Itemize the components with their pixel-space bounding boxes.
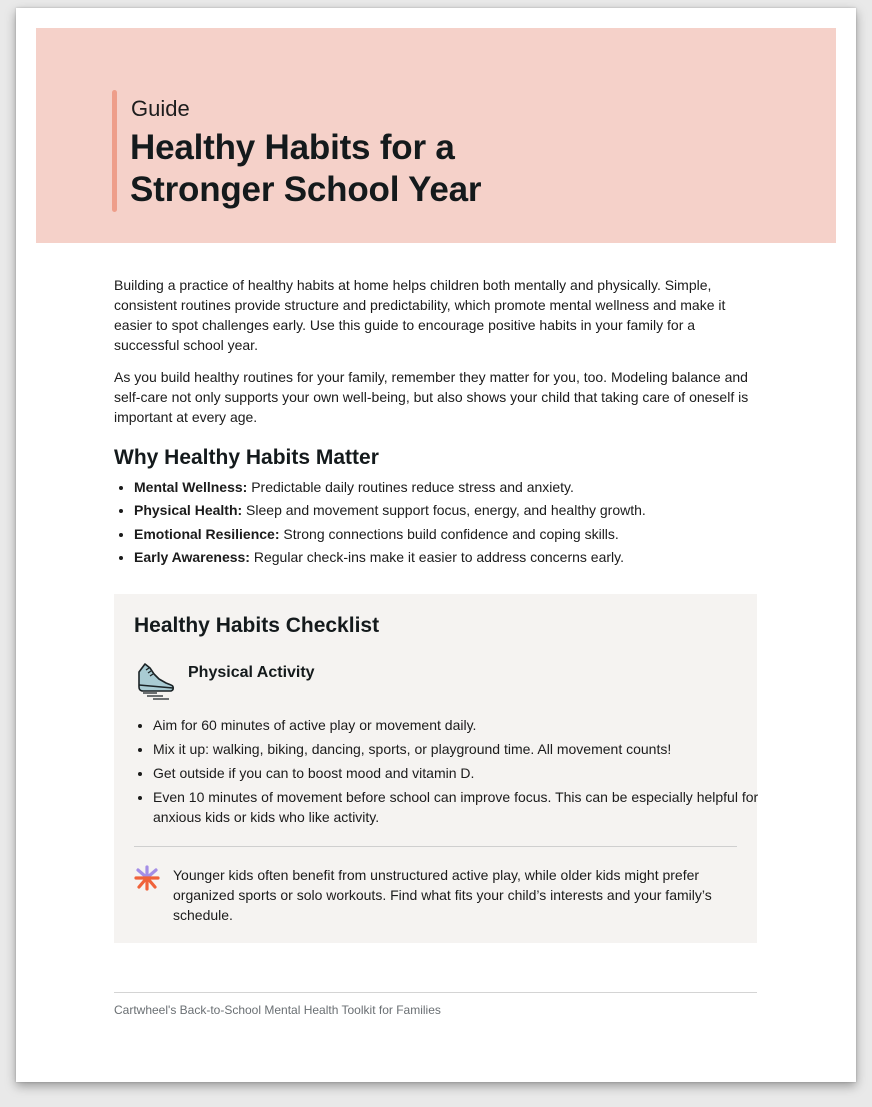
sneaker-icon bbox=[133, 656, 177, 700]
why-heading: Why Healthy Habits Matter bbox=[114, 446, 379, 469]
header-banner bbox=[36, 28, 836, 243]
checklist-heading: Healthy Habits Checklist bbox=[134, 614, 380, 637]
intro-paragraph-2: As you build healthy routines for your family, remember they matter for you, too. Modeling balance and self-care not only supports your own well-being, but also shows your child that taking care of oneself is important at every age. bbox=[114, 369, 749, 425]
list-item bbox=[134, 547, 760, 567]
benefit-text: Strong connections build confidence and coping skills. bbox=[279, 525, 619, 542]
page-title: Healthy Habits for a Stronger School Year bbox=[130, 128, 482, 209]
list-item: • Even 10 minutes of movement before school can improve focus. This can be especially helpful for anxious kids or kids who like activity. bbox=[153, 787, 763, 827]
list-item bbox=[134, 500, 760, 520]
checklist-items bbox=[133, 715, 763, 831]
tip-note: Younger kids often benefit from unstructured active play, while older kids might prefer organized sports or solo workouts. Find what fits your child’s interests and your family’s schedule. bbox=[173, 867, 712, 923]
benefit-term: Early Awareness: bbox=[134, 549, 250, 566]
benefit-term: Mental Wellness: bbox=[134, 479, 248, 495]
benefit-text: Predictable daily routines reduce stress and anxiety. bbox=[247, 479, 574, 495]
header-accent-bar bbox=[112, 90, 117, 212]
footer-divider bbox=[114, 992, 757, 993]
list-item bbox=[134, 524, 760, 544]
benefit-term: Physical Health: bbox=[134, 502, 243, 519]
checklist-box bbox=[114, 594, 757, 943]
benefit-text: Regular check-ins make it easier to address concerns early. bbox=[249, 549, 624, 566]
divider bbox=[134, 846, 737, 847]
document-type-label: Guide bbox=[131, 96, 190, 121]
asterisk-icon bbox=[134, 865, 160, 891]
main-content bbox=[114, 275, 760, 571]
list-item bbox=[134, 477, 760, 497]
document-page bbox=[16, 8, 856, 1082]
intro-paragraph-1: Building a practice of healthy habits at home helps children both mentally and physically. Simple, consistent routines provide structure and predictability, which promote mental wellness and make it easier to spot challenges early. Use this guide to encourage positive habits in your family for a successful school year. bbox=[114, 277, 726, 353]
section-title-physical-activity: Physical Activity bbox=[188, 664, 315, 681]
list-item: • Mix it up: walking, biking, dancing, sports, or playground time. All movement counts! bbox=[153, 739, 763, 759]
benefits-list bbox=[114, 477, 760, 567]
list-item: • Aim for 60 minutes of active play or movement daily. bbox=[153, 715, 763, 735]
footer-text: Cartwheel's Back-to-School Mental Health Toolkit for Families bbox=[114, 1003, 441, 1017]
benefit-text: Sleep and movement support focus, energy, and healthy growth. bbox=[242, 502, 646, 519]
list-item: • Get outside if you can to boost mood and vitamin D. bbox=[153, 763, 763, 783]
benefit-term: Emotional Resilience: bbox=[134, 525, 280, 542]
